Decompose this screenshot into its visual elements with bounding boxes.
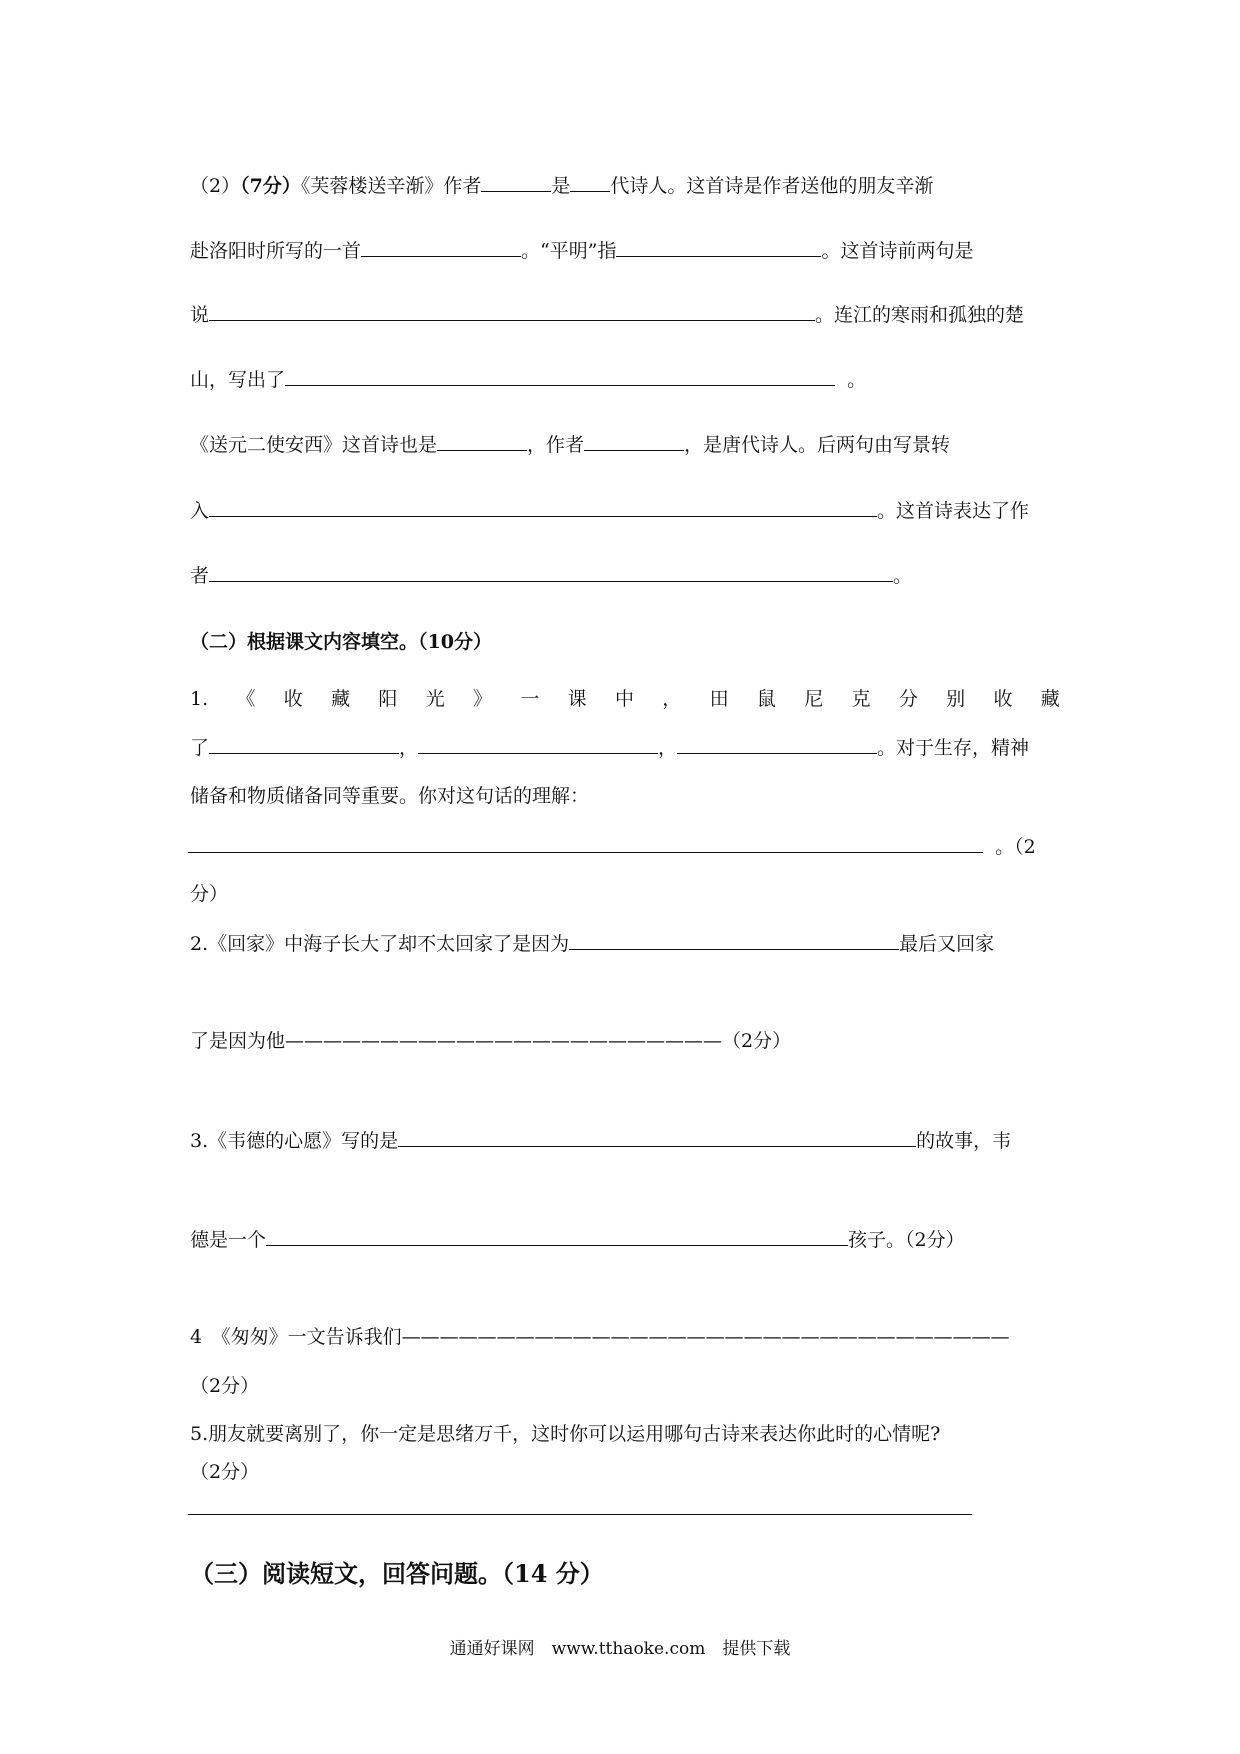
answer-blank[interactable] [209, 496, 877, 517]
text: 。“平明”指 [521, 240, 617, 262]
answer-blank[interactable] [266, 1225, 848, 1246]
q4-line-1: 4 《匆匆》一文告诉我们———————————————————————————————— [190, 1326, 1010, 1348]
text: 山，写出了 [190, 369, 286, 391]
q5-score: （2分） [190, 1461, 260, 1483]
q2-line-7 [190, 561, 1060, 590]
char: 《 [236, 688, 256, 710]
text: 2.《回家》中海子长大了却不太回家了是因为 [190, 933, 570, 955]
text: 入 [190, 500, 210, 522]
char: 尼 [804, 688, 824, 710]
answer-blank[interactable] [285, 365, 835, 386]
answer-blank[interactable] [481, 171, 551, 192]
q1-line-1 [190, 685, 1060, 713]
q2b-line-1 [190, 929, 1060, 958]
answer-blank[interactable] [209, 733, 399, 754]
answer-blank[interactable] [418, 733, 658, 754]
char: 光 [425, 688, 445, 710]
answer-blank[interactable] [209, 300, 815, 321]
answer-blank[interactable] [361, 236, 521, 257]
q2-line-1 [190, 171, 1060, 200]
text: 最后又回家 [899, 933, 995, 955]
text: 者 [190, 565, 210, 587]
text: 。这首诗前两句是 [821, 240, 974, 262]
answer-blank[interactable] [677, 733, 877, 754]
answer-blank[interactable] [188, 832, 983, 853]
char: 1. [190, 688, 209, 710]
q2-line-4 [190, 365, 1060, 394]
text: 《芙蓉楼送辛渐》作者 [300, 175, 482, 197]
text: 。（2 [995, 836, 1036, 858]
text: 的故事，韦 [916, 1130, 1012, 1152]
q2-line-6 [190, 496, 1060, 525]
text: ， [399, 737, 419, 759]
char: 中 [614, 688, 634, 710]
q5-line-1: 5.朋友就要离别了，你一定是思绪万千，这时你可以运用哪句古诗来表达你此时的心情呢? [190, 1423, 941, 1445]
spread-text [190, 685, 1060, 713]
text: ，作者 [527, 434, 585, 456]
text: 。 [847, 369, 867, 391]
answer-blank[interactable] [398, 1126, 916, 1147]
q2-line-2 [190, 236, 1060, 265]
q1-line-5: 分） [190, 883, 229, 905]
question-score: （7分） [240, 175, 301, 197]
char: 田 [709, 688, 729, 710]
text: 孩子。（2分） [848, 1229, 965, 1251]
q2-line-5 [190, 430, 1060, 459]
text: 。连江的寒雨和孤独的楚 [815, 304, 1025, 326]
text: ，是唐代诗人。后两句由写景转 [684, 434, 951, 456]
text: 德是一个 [190, 1229, 267, 1251]
char: 课 [567, 688, 587, 710]
text: 《送元二使安西》这首诗也是 [190, 434, 438, 456]
text: 。对于生存，精神 [877, 737, 1030, 759]
char: 收 [283, 688, 303, 710]
char: 分 [898, 688, 918, 710]
q2-line-3 [190, 300, 1060, 329]
q1-line-4 [190, 832, 1060, 861]
char: 藏 [331, 688, 351, 710]
answer-blank[interactable] [584, 430, 684, 451]
char: 别 [946, 688, 966, 710]
text: 是 [551, 175, 571, 197]
char: 鼠 [756, 688, 776, 710]
q3-line-2 [190, 1225, 1060, 1254]
answer-blank[interactable] [209, 561, 893, 582]
answer-blank[interactable] [616, 236, 821, 257]
answer-blank[interactable] [437, 430, 527, 451]
char: 收 [993, 688, 1013, 710]
text: 了 [190, 737, 210, 759]
char: 藏 [1040, 688, 1060, 710]
page-footer: 通通好课网 www.tthaoke.com 提供下载 [449, 1639, 791, 1659]
text: 。 [893, 565, 913, 587]
char: 一 [520, 688, 540, 710]
answer-blank[interactable] [569, 929, 899, 950]
text: 赴洛阳时所写的一首 [190, 240, 362, 262]
q4-score: （2分） [190, 1375, 260, 1397]
q1-line-2 [190, 733, 1060, 762]
text: 。这首诗表达了作 [877, 500, 1030, 522]
text: 说 [190, 304, 210, 326]
q2b-line-2: 了是因为他———————————————————————（2分） [190, 1030, 792, 1052]
text: ， [658, 737, 678, 759]
char: 克 [851, 688, 871, 710]
section-heading: （二）根据课文内容填空。（10分） [190, 631, 492, 653]
text: 3.《韦德的心愿》写的是 [190, 1130, 399, 1152]
char: 》 [473, 688, 493, 710]
char: 阳 [378, 688, 398, 710]
section-heading: （三）阅读短文，回答问题。（14 分） [190, 1559, 604, 1588]
question-number: （2） [190, 175, 241, 197]
q1-line-3: 储备和物质储备同等重要。你对这句话的理解： [190, 785, 590, 807]
text: 代诗人。这首诗是作者送他的朋友辛渐 [610, 175, 934, 197]
char: ， [662, 688, 682, 710]
q3-line-1 [190, 1126, 1060, 1155]
answer-line[interactable] [188, 1514, 972, 1515]
answer-blank[interactable] [570, 171, 610, 192]
